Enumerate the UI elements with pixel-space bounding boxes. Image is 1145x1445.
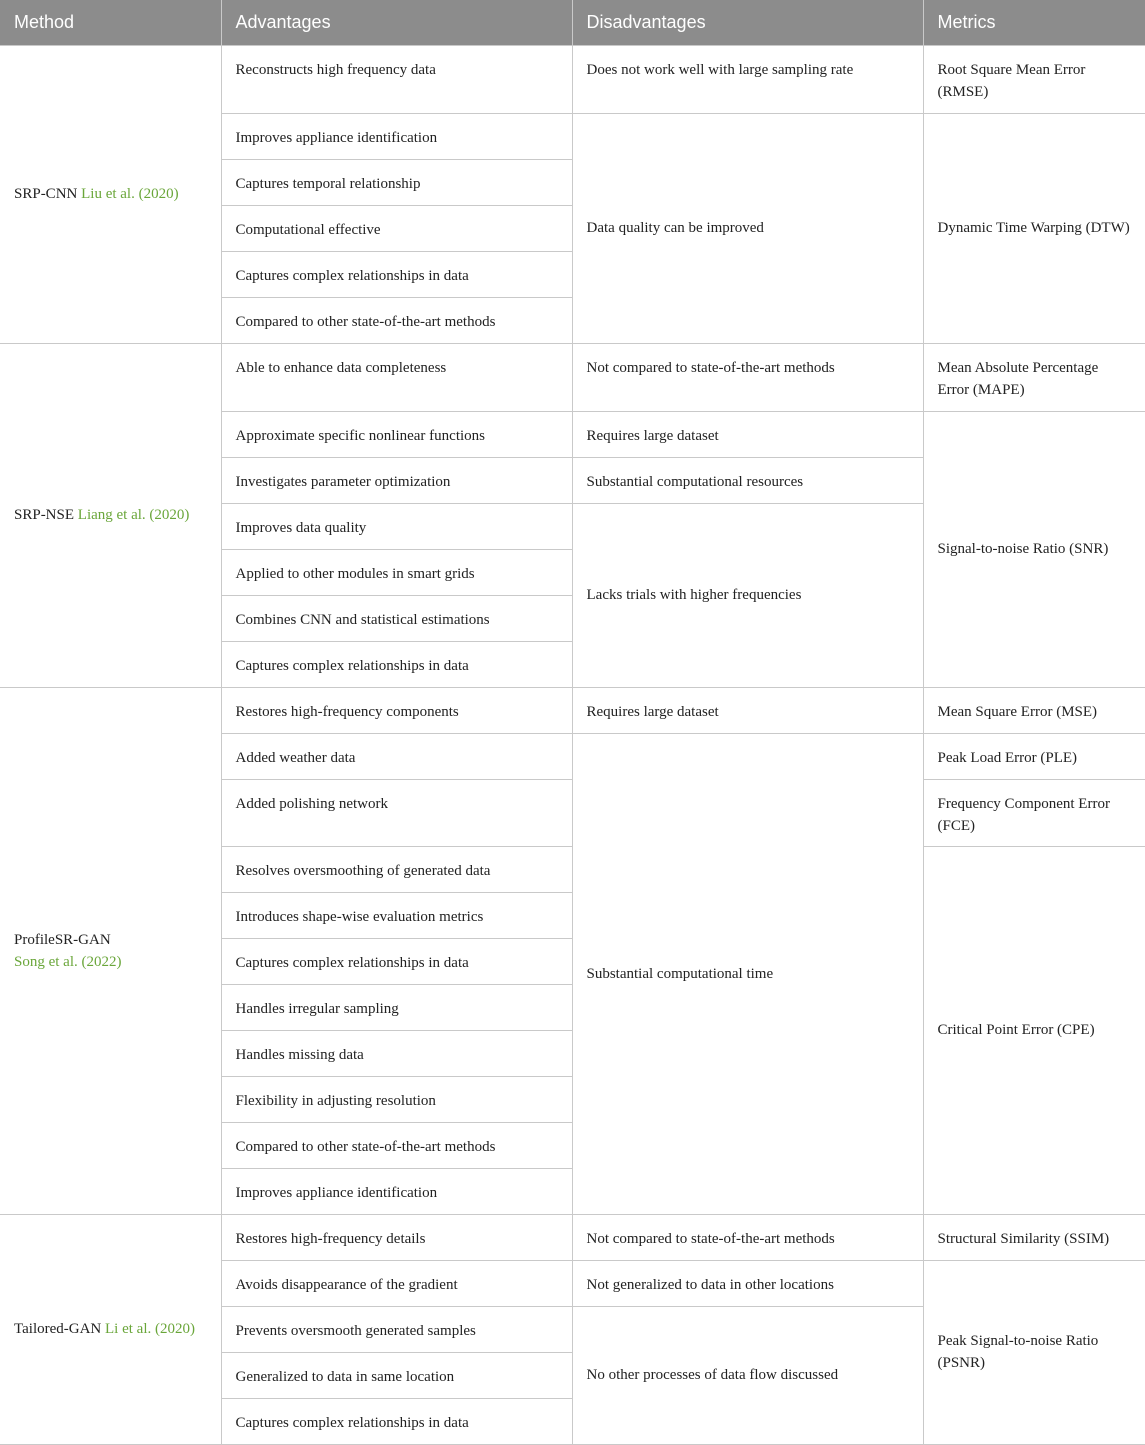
table-row xyxy=(0,45,1145,113)
metric-cell: Mean Absolute Percentage Error (MAPE) xyxy=(923,343,1145,411)
citation-link[interactable]: Li et al. (2020) xyxy=(105,1321,195,1337)
method-cell-srp-nse xyxy=(0,343,221,687)
disadvantage-cell: Not compared to state-of-the-art methods xyxy=(572,343,923,411)
advantage-cell: Added polishing network xyxy=(221,779,572,846)
advantage-cell: Approximate specific nonlinear functions xyxy=(221,411,572,457)
method-name: Tailored-GAN xyxy=(14,1321,102,1337)
advantage-cell: Computational effective xyxy=(221,205,572,251)
header-method: Method xyxy=(0,0,221,45)
advantage-cell: Combines CNN and statistical estimations xyxy=(221,595,572,641)
advantage-cell: Restores high-frequency components xyxy=(221,687,572,733)
advantage-cell: Added weather data xyxy=(221,733,572,779)
metric-cell: Structural Similarity (SSIM) xyxy=(923,1214,1145,1260)
metric-cell: Signal-to-noise Ratio (SNR) xyxy=(923,411,1145,687)
method-name: SRP-CNN xyxy=(14,186,78,202)
disadvantage-cell: Not compared to state-of-the-art methods xyxy=(572,1214,923,1260)
advantage-cell: Captures complex relationships in data xyxy=(221,1398,572,1444)
advantage-cell: Reconstructs high frequency data xyxy=(221,45,572,113)
disadvantage-cell: Substantial computational time xyxy=(572,733,923,1214)
header-row xyxy=(0,0,1145,45)
disadvantage-cell: Substantial computational resources xyxy=(572,457,923,503)
method-cell-srp-cnn xyxy=(0,45,221,343)
table-row xyxy=(0,1214,1145,1260)
disadvantage-cell: Data quality can be improved xyxy=(572,113,923,343)
advantage-cell: Handles missing data xyxy=(221,1030,572,1076)
advantage-cell: Investigates parameter optimization xyxy=(221,457,572,503)
advantage-cell: Compared to other state-of-the-art methods xyxy=(221,1122,572,1168)
disadvantage-cell: Requires large dataset xyxy=(572,411,923,457)
disadvantage-cell: No other processes of data flow discussed xyxy=(572,1306,923,1444)
advantage-cell: Captures temporal relationship xyxy=(221,159,572,205)
disadvantage-cell: Does not work well with large sampling rate xyxy=(572,45,923,113)
header-metrics: Metrics xyxy=(923,0,1145,45)
metric-cell: Peak Signal-to-noise Ratio (PSNR) xyxy=(923,1260,1145,1444)
advantage-cell: Captures complex relationships in data xyxy=(221,641,572,687)
method-name: SRP-NSE xyxy=(14,507,75,523)
advantage-cell: Able to enhance data completeness xyxy=(221,343,572,411)
advantage-cell: Applied to other modules in smart grids xyxy=(221,549,572,595)
advantage-cell: Resolves oversmoothing of generated data xyxy=(221,846,572,892)
advantage-cell: Flexibility in adjusting resolution xyxy=(221,1076,572,1122)
advantage-cell: Avoids disappearance of the gradient xyxy=(221,1260,572,1306)
advantage-cell: Generalized to data in same location xyxy=(221,1352,572,1398)
advantage-cell: Improves appliance identification xyxy=(221,1168,572,1214)
metric-cell: Peak Load Error (PLE) xyxy=(923,733,1145,779)
advantage-cell: Captures complex relationships in data xyxy=(221,251,572,297)
metric-cell: Dynamic Time Warping (DTW) xyxy=(923,113,1145,343)
metric-cell: Mean Square Error (MSE) xyxy=(923,687,1145,733)
advantage-cell: Compared to other state-of-the-art methods xyxy=(221,297,572,343)
disadvantage-cell: Lacks trials with higher frequencies xyxy=(572,503,923,687)
header-advantages: Advantages xyxy=(221,0,572,45)
metric-cell: Critical Point Error (CPE) xyxy=(923,846,1145,1214)
advantage-cell: Prevents oversmooth generated samples xyxy=(221,1306,572,1352)
advantage-cell: Introduces shape-wise evaluation metrics xyxy=(221,892,572,938)
citation-link[interactable]: Song et al. (2022) xyxy=(14,953,122,970)
advantage-cell: Restores high-frequency details xyxy=(221,1214,572,1260)
advantage-cell: Handles irregular sampling xyxy=(221,984,572,1030)
advantage-cell: Captures complex relationships in data xyxy=(221,938,572,984)
table-row xyxy=(0,687,1145,733)
citation-link[interactable]: Liang et al. (2020) xyxy=(77,507,190,523)
metric-cell: Root Square Mean Error (RMSE) xyxy=(923,45,1145,113)
metric-cell: Frequency Component Error (FCE) xyxy=(923,779,1145,846)
disadvantage-cell: Requires large dataset xyxy=(572,687,923,733)
citation-link[interactable]: Liu et al. (2020) xyxy=(81,186,179,202)
method-cell-profilesr-gan xyxy=(0,687,221,1214)
advantage-cell: Improves data quality xyxy=(221,503,572,549)
header-disadvantages: Disadvantages xyxy=(572,0,923,45)
method-name: ProfileSR-GAN xyxy=(14,931,111,948)
disadvantage-cell: Not generalized to data in other locations xyxy=(572,1260,923,1306)
advantage-cell: Improves appliance identification xyxy=(221,113,572,159)
method-cell-tailored-gan xyxy=(0,1214,221,1444)
table-row xyxy=(0,343,1145,411)
